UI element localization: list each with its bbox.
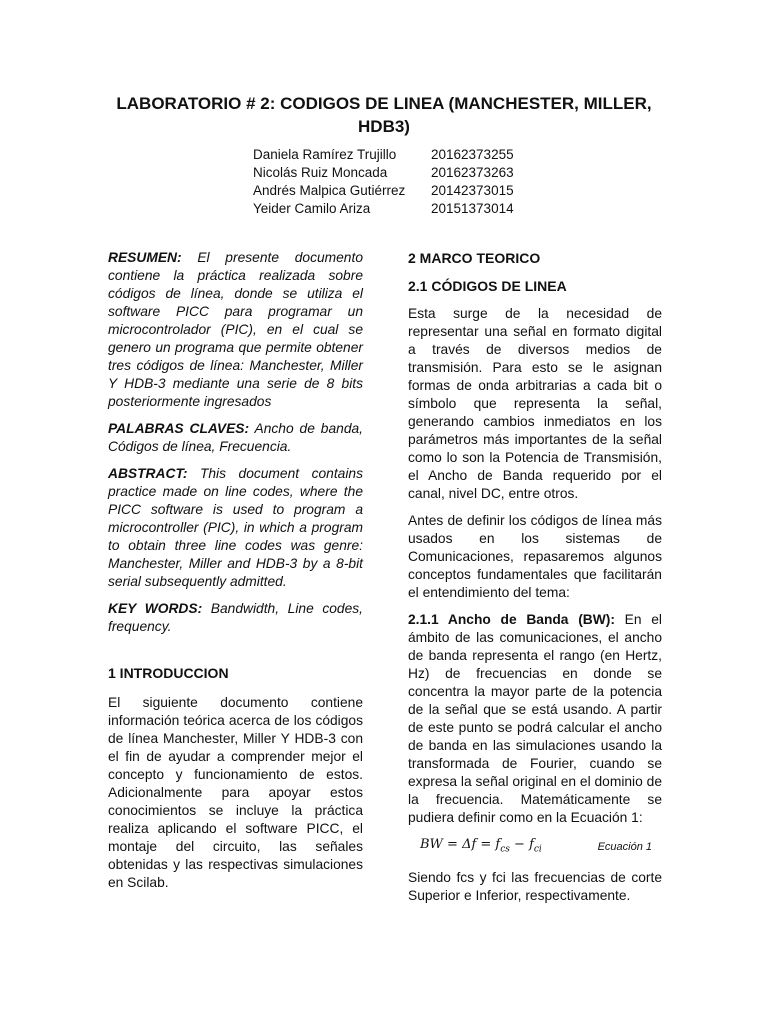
equation-tag: Ecuación 1 <box>597 841 652 854</box>
ancho-banda-text: En el ámbito de las comunicaciones, el ancho de banda representa el rango (en Hertz, Hz) de frecuencias en donde se concentra la mayor parte de la potencia de la señal que se está usando. A partir de este punto se podrá calcular el ancho de banda en las simulaciones usando la transformada de Fourier, cuando se expresa la señal original en el dominio de la frecuencia. Matemáticamente se pudiera definir como en la Ecuación 1: <box>408 612 662 825</box>
intro-heading: 1 INTRODUCCION <box>108 665 229 681</box>
keywords-label: KEY WORDS: <box>108 601 203 616</box>
marco-teorico-heading: 2 MARCO TEORICO <box>408 250 541 266</box>
author-id: 20151373014 <box>431 201 514 216</box>
equation-lhs: BW = Δf = f <box>420 837 501 852</box>
author-row <box>253 146 514 164</box>
abstract-paragraph <box>108 465 363 591</box>
author-list <box>253 146 514 218</box>
author-row <box>253 200 514 218</box>
author-name: Nicolás Ruiz Moncada <box>253 165 388 180</box>
codigos-linea-heading: 2.1 CÓDIGOS DE LINEA <box>408 278 567 294</box>
resumen-label: RESUMEN: <box>108 250 182 265</box>
palabras-claves-paragraph <box>108 420 363 456</box>
palabras-claves-label: PALABRAS CLAVES: <box>108 421 250 436</box>
abstract-text: This document contains practice made on line codes, where the PICC software is used to program a microcontroller (PIC), in which a program to obtain three line codes was genre: Manchester, Miller and HDB-3 by a 8-bit serial subsequently admitted. <box>108 466 363 589</box>
author-row <box>253 182 514 200</box>
abstract-label: ABSTRACT: <box>108 466 188 481</box>
keywords-text: Bandwidth, Line codes, frequency. <box>108 601 363 634</box>
author-name: Yeider Camilo Ariza <box>253 201 371 216</box>
author-id: 20162373255 <box>431 147 514 162</box>
resumen-text: El presente documento contiene la práctica realizada sobre códigos de línea, donde se utiliza el software PICC para programar un microcontrolador (PIC), en el cual se genero un programa que permite obtener tres códigos de línea: Manchester, Miller Y HDB-3 mediante una serie de 8 bits posteriormente ingresados <box>108 250 363 409</box>
ancho-banda-paragraph <box>408 611 662 827</box>
resumen-paragraph <box>108 249 363 411</box>
equation-formula <box>420 836 542 859</box>
author-name: Andrés Malpica Gutiérrez <box>253 183 406 198</box>
left-column <box>108 249 363 901</box>
frecuencias-paragraph: Siendo fcs y fci las frecuencias de corte Superior e Inferior, respectivamente. <box>408 869 662 903</box>
equation-1 <box>408 836 662 859</box>
intro-paragraph: El siguiente documento contiene información teórica acerca de los códigos de línea Manchester, Miller Y HDB-3 con el fin de ayudar a comprender mejor el concepto y funcionamiento de estos. Adicionalmente para apoyar estos conocimientos se incluye la práctica realiza aplicando el software PICC, el montaje del circuito, las señales obtenidas y las respectivas simulaciones en Scilab. <box>108 695 363 890</box>
codigos-paragraph-2: Antes de definir los códigos de línea más usados en los sistemas de Comunicaciones, repasaremos algunos conceptos fundamentales que facilitarán el entendimiento del tema: <box>408 513 662 600</box>
equation-mid: − f <box>509 837 534 852</box>
equation-sub-ci: ci <box>533 844 542 855</box>
author-name: Daniela Ramírez Trujillo <box>253 147 397 162</box>
equation-sub-cs: cs <box>500 844 510 855</box>
author-row <box>253 164 514 182</box>
keywords-paragraph <box>108 600 363 636</box>
ancho-banda-label: 2.1.1 Ancho de Banda (BW): <box>408 612 615 627</box>
right-column <box>408 249 662 914</box>
codigos-paragraph-1: Esta surge de la necesidad de representar una señal en formato digital a través de diversos medios de transmisión. Para esto se le asignan formas de onda arbitrarias a cada bit o símbolo que representa la señal, generando cambios inmediatos en los parámetros más importantes de la señal como lo son la Potencia de Transmisión, el Ancho de Banda requerido por el canal, nivel DC, entre otros. <box>408 306 662 501</box>
author-id: 20162373263 <box>431 165 514 180</box>
author-id: 20142373015 <box>431 183 514 198</box>
paper-title: LABORATORIO # 2: CODIGOS DE LINEA (MANCHESTER, MILLER, HDB3) <box>116 94 652 136</box>
palabras-claves-text: Ancho de banda, Códigos de línea, Frecuencia. <box>108 421 364 454</box>
